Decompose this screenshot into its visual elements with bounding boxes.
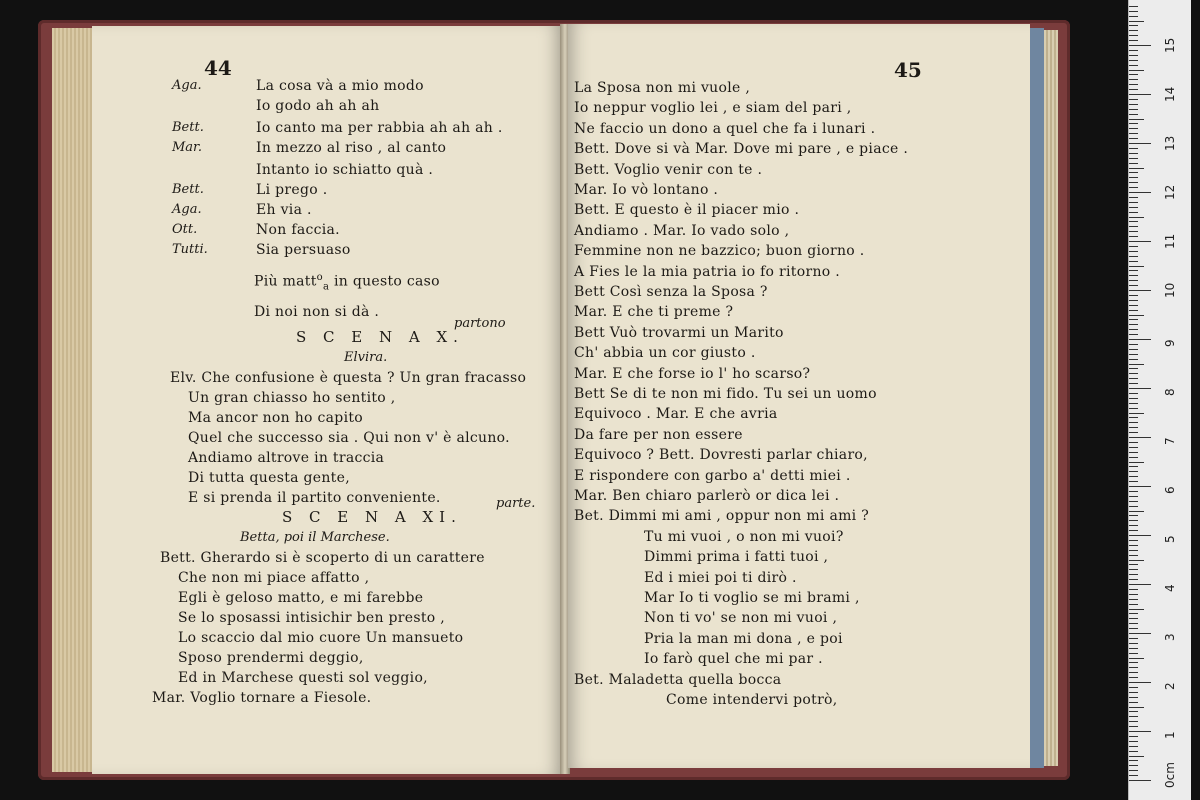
verse-line: Elv. Che confusione è questa ? Un gran fracasso	[170, 370, 527, 386]
ruler-tick	[1129, 511, 1144, 512]
ruler-tick	[1129, 324, 1138, 325]
ruler-tick	[1129, 594, 1138, 595]
ruler-tick	[1129, 417, 1138, 418]
ruler-tick	[1129, 403, 1138, 404]
speaker-label: Ott.	[172, 222, 198, 237]
ruler-tick	[1129, 319, 1138, 320]
ruler-tick	[1129, 168, 1144, 169]
ruler-tick	[1129, 682, 1151, 683]
scene-heading: S C E N A X.	[296, 328, 464, 346]
ruler-tick	[1129, 746, 1138, 747]
verse-line: Mar. E che forse io l' ho scarso?	[574, 365, 811, 382]
speaker-label: Tutti.	[172, 242, 208, 257]
verse-line: Equivoco ? Bett. Dovresti parlar chiaro,	[574, 447, 868, 464]
verse-line: Di tutta questa gente,	[188, 470, 350, 486]
verse-line: Non faccia.	[256, 222, 340, 238]
ruler-tick	[1129, 207, 1138, 208]
ruler-tick	[1129, 422, 1138, 423]
ruler-tick	[1129, 471, 1138, 472]
ruler-tick	[1129, 427, 1138, 428]
ruler-tick	[1129, 25, 1138, 26]
verse-line: Tu mi vuoi , o non mi vuoi?	[644, 528, 844, 545]
verse-line: Pria la man mi dona , e poi	[644, 630, 843, 647]
ruler-tick	[1129, 192, 1151, 193]
ruler-tick	[1129, 133, 1138, 134]
verse-line: La Sposa non mi vuole ,	[574, 80, 751, 96]
ruler-tick	[1129, 79, 1138, 80]
ruler-tick	[1129, 702, 1138, 703]
ruler-tick	[1129, 599, 1138, 600]
verse-line: Come intendervi potrò,	[666, 692, 838, 708]
ruler-tick	[1129, 535, 1151, 536]
ruler-tick	[1129, 99, 1138, 100]
measuring-ruler	[1128, 0, 1191, 800]
ruler-tick	[1129, 275, 1138, 276]
ruler-label: 2	[1163, 682, 1177, 690]
ruler-tick	[1129, 530, 1138, 531]
ruler-tick	[1129, 172, 1138, 173]
ruler-tick	[1129, 378, 1138, 379]
ruler-tick	[1129, 756, 1144, 757]
ruler-tick	[1129, 447, 1138, 448]
verse-line: Di noi non si dà .	[254, 304, 380, 320]
ruler-tick	[1129, 109, 1138, 110]
ruler-tick	[1129, 515, 1138, 516]
verse-line: Sia persuaso	[256, 242, 351, 258]
verse-line: Ed in Marchese questi sol veggio,	[178, 670, 428, 686]
ruler-tick	[1129, 442, 1138, 443]
ruler-tick	[1129, 119, 1144, 120]
ruler-tick	[1129, 609, 1144, 610]
ruler-tick	[1129, 35, 1138, 36]
ruler-tick	[1129, 251, 1138, 252]
ruler-tick	[1129, 368, 1138, 369]
ruler-tick	[1129, 359, 1138, 360]
ruler-tick	[1129, 564, 1138, 565]
ruler-tick	[1129, 123, 1138, 124]
ruler-label: 15	[1163, 37, 1177, 53]
ruler-tick	[1129, 270, 1138, 271]
ruler-tick	[1129, 104, 1138, 105]
ruler-tick	[1129, 50, 1138, 51]
ruler-tick	[1129, 30, 1138, 31]
ruler-tick	[1129, 280, 1138, 281]
ruler-tick	[1129, 241, 1151, 242]
ruler-tick	[1129, 70, 1144, 71]
ruler-tick	[1129, 373, 1138, 374]
verse-line: Equivoco . Mar. E che avria	[574, 406, 778, 423]
ruler-tick	[1129, 486, 1151, 487]
verse-line: Ne faccio un dono a quel che fa i lunari .	[574, 120, 876, 137]
ruler-tick	[1129, 462, 1144, 463]
ruler-tick	[1129, 550, 1138, 551]
stage-direction: partono	[454, 316, 506, 331]
ruler-tick	[1129, 731, 1151, 732]
ruler-tick	[1129, 364, 1144, 365]
ruler-tick	[1129, 221, 1138, 222]
ruler-tick	[1129, 618, 1138, 619]
verse-line: Sposo prendermi deggio,	[178, 650, 364, 666]
endpaper-strip	[1030, 28, 1044, 768]
ruler-tick	[1129, 775, 1138, 776]
speaker-label: Bett.	[172, 182, 204, 197]
verse-line: Li prego .	[256, 182, 328, 198]
ruler-tick	[1129, 89, 1138, 90]
verse-line: Che non mi piace affatto ,	[178, 570, 370, 586]
ruler-tick	[1129, 751, 1138, 752]
page-number-left: 44	[204, 56, 232, 80]
ruler-label: 7	[1163, 437, 1177, 445]
speaker-label: Mar.	[172, 140, 202, 155]
ruler-tick	[1129, 305, 1138, 306]
verse-line: Da fare per non essere	[574, 426, 743, 443]
verse-line: Mar. Voglio tornare a Fiesole.	[152, 690, 372, 706]
speaker-label: Aga.	[172, 78, 202, 93]
ruler-tick	[1129, 667, 1138, 668]
verse-line: Bett. Voglio venir con te .	[574, 161, 763, 178]
verse-line: Un gran chiasso ho sentito ,	[188, 390, 396, 406]
ruler-tick	[1129, 501, 1138, 502]
ruler-label: 8	[1163, 388, 1177, 396]
verse-line: La cosa và a mio modo	[256, 78, 424, 94]
ruler-tick	[1129, 339, 1151, 340]
verse-line: Mar. Ben chiaro parlerò or dica lei .	[574, 488, 840, 504]
ruler-tick	[1129, 94, 1151, 95]
verse-line: Bett Vuò trovarmi un Marito	[574, 324, 784, 341]
verse-line: Più matt$^o_a$ in questo caso	[254, 272, 440, 293]
verse-line: Ma ancor non ho capito	[188, 410, 363, 426]
ruler-tick	[1129, 285, 1138, 286]
ruler-tick	[1129, 246, 1138, 247]
ruler-tick	[1129, 354, 1138, 355]
page-edges-right	[1044, 30, 1058, 766]
ruler-tick	[1129, 344, 1138, 345]
ruler-tick	[1129, 491, 1138, 492]
ruler-tick	[1129, 349, 1138, 350]
verse-line: Mar Io ti voglio se mi brami ,	[644, 590, 860, 606]
verse-line: Bett. Dove si và Mar. Dove mi pare , e piace .	[574, 141, 909, 158]
ruler-tick	[1129, 643, 1138, 644]
verse-line: Intanto io schiatto quà .	[256, 162, 434, 178]
ruler-label: 5	[1163, 535, 1177, 543]
ruler-tick	[1129, 506, 1138, 507]
ruler-tick	[1129, 452, 1138, 453]
ruler-tick	[1129, 741, 1138, 742]
ruler-tick	[1129, 476, 1138, 477]
verse-line: Io farò quel che mi par .	[644, 651, 823, 668]
verse-line: Bett. E questo è il piacer mio .	[574, 202, 800, 219]
ruler-tick	[1129, 780, 1151, 781]
verse-line: Bet. Dimmi mi ami , oppur non mi ami ?	[574, 508, 870, 525]
ruler-tick	[1129, 408, 1138, 409]
ruler-tick	[1129, 716, 1138, 717]
ruler-tick	[1129, 545, 1138, 546]
ruler-tick	[1129, 765, 1138, 766]
ruler-label: 1	[1163, 731, 1177, 739]
ruler-label: 13	[1163, 135, 1177, 151]
ruler-tick	[1129, 707, 1144, 708]
ruler-tick	[1129, 334, 1138, 335]
ruler-tick	[1129, 677, 1138, 678]
ruler-tick	[1129, 525, 1138, 526]
ruler-tick	[1129, 266, 1144, 267]
verse-line: Ch' abbia un cor giusto .	[574, 345, 756, 362]
ruler-tick	[1129, 496, 1138, 497]
stage-direction: parte.	[496, 496, 536, 511]
ruler-tick	[1129, 60, 1138, 61]
scene-characters: Elvira.	[344, 350, 388, 365]
ruler-tick	[1129, 726, 1138, 727]
ruler-tick	[1129, 128, 1138, 129]
ruler-tick	[1129, 437, 1151, 438]
ruler-tick	[1129, 187, 1138, 188]
ruler-tick	[1129, 197, 1138, 198]
ruler-tick	[1129, 11, 1138, 12]
ruler-label: 3	[1163, 633, 1177, 641]
ruler-tick	[1129, 65, 1138, 66]
verse-line: E rispondere con garbo a' detti miei .	[574, 467, 851, 484]
ruler-tick	[1129, 212, 1138, 213]
ruler-tick	[1129, 589, 1138, 590]
ruler-tick	[1129, 16, 1138, 17]
verse-line: Bett. Gherardo si è scoperto di un carattere	[160, 550, 485, 566]
ruler-label: 0cm	[1163, 762, 1177, 788]
ruler-tick	[1129, 138, 1138, 139]
ruler-tick	[1129, 662, 1138, 663]
ruler-tick	[1129, 261, 1138, 262]
verse-line: Eh via .	[256, 202, 312, 218]
speaker-label: Bett.	[172, 120, 204, 135]
ruler-tick	[1129, 226, 1138, 227]
ruler-tick	[1129, 329, 1138, 330]
scene-characters: Betta, poi il Marchese.	[240, 530, 390, 545]
verse-line: Quel che successo sia . Qui non v' è alcuno.	[188, 430, 510, 446]
ruler-tick	[1129, 623, 1138, 624]
ruler-tick	[1129, 658, 1144, 659]
ruler-tick	[1129, 295, 1138, 296]
ruler-tick	[1129, 55, 1138, 56]
ruler-label: 6	[1163, 486, 1177, 494]
ruler-tick	[1129, 466, 1138, 467]
ruler-label: 14	[1163, 86, 1177, 102]
ruler-label: 4	[1163, 584, 1177, 592]
ruler-tick	[1129, 432, 1138, 433]
ruler-tick	[1129, 721, 1138, 722]
verse-line: Andiamo altrove in traccia	[188, 450, 385, 466]
ruler-label: 9	[1163, 339, 1177, 347]
ruler-tick	[1129, 300, 1138, 301]
ruler-tick	[1129, 584, 1151, 585]
verse-line: Bett Se di te non mi fido. Tu sei un uomo	[574, 386, 877, 402]
ruler-tick	[1129, 560, 1144, 561]
ruler-tick	[1129, 648, 1138, 649]
verse-line: In mezzo al riso , al canto	[256, 140, 447, 156]
ruler-tick	[1129, 45, 1151, 46]
left-page	[92, 26, 562, 774]
verse-line: Bett Così senza la Sposa ?	[574, 284, 768, 300]
ruler-tick	[1129, 148, 1138, 149]
verse-line: Io godo ah ah ah	[256, 98, 380, 114]
ruler-tick	[1129, 158, 1138, 159]
verse-line: Lo scaccio dal mio cuore Un mansueto	[178, 630, 464, 646]
ruler-tick	[1129, 457, 1138, 458]
page-edges-left	[52, 28, 96, 772]
ruler-tick	[1129, 569, 1138, 570]
ruler-tick	[1129, 520, 1138, 521]
verse-line: Andiamo . Mar. Io vado solo ,	[574, 222, 790, 239]
scene-heading: S C E N A XI.	[282, 508, 462, 526]
ruler-tick	[1129, 579, 1138, 580]
ruler-tick	[1129, 40, 1138, 41]
ruler-tick	[1129, 74, 1138, 75]
page-number-right: 45	[894, 58, 922, 82]
ruler-tick	[1129, 256, 1138, 257]
verse-line: Mar. Io vò lontano .	[574, 182, 719, 198]
verse-line: Se lo sposassi intisichir ben presto ,	[178, 610, 446, 626]
ruler-tick	[1129, 692, 1138, 693]
ruler-tick	[1129, 182, 1138, 183]
ruler-tick	[1129, 628, 1138, 629]
verse-line: Io neppur voglio lei , e siam del pari ,	[574, 100, 852, 117]
right-page	[568, 24, 1030, 768]
ruler-tick	[1129, 114, 1138, 115]
ruler-label: 12	[1163, 184, 1177, 200]
ruler-tick	[1129, 231, 1138, 232]
ruler-tick	[1129, 481, 1138, 482]
verse-line: Mar. E che ti preme ?	[574, 304, 734, 321]
ruler-tick	[1129, 310, 1138, 311]
ruler-tick	[1129, 153, 1138, 154]
ruler-tick	[1129, 555, 1138, 556]
ruler-tick	[1129, 613, 1138, 614]
verse-line: Femmine non ne bazzico; buon giorno .	[574, 243, 865, 260]
ruler-tick	[1129, 736, 1138, 737]
ruler-tick	[1129, 202, 1138, 203]
speaker-label: Aga.	[172, 202, 202, 217]
verse-line: Bet. Maladetta quella bocca	[574, 671, 782, 688]
ruler-tick	[1129, 177, 1138, 178]
ruler-tick	[1129, 84, 1138, 85]
verse-line: A Fies le la mia patria io fo ritorno .	[574, 263, 840, 280]
ruler-tick	[1129, 574, 1138, 575]
ruler-tick	[1129, 388, 1151, 389]
ruler-tick	[1129, 687, 1138, 688]
ruler-tick	[1129, 604, 1138, 605]
ruler-tick	[1129, 217, 1144, 218]
ruler-tick	[1129, 672, 1138, 673]
ruler-tick	[1129, 290, 1151, 291]
ruler-tick	[1129, 163, 1138, 164]
ruler-label: 10	[1163, 282, 1177, 298]
ruler-tick	[1129, 633, 1151, 634]
ruler-tick	[1129, 413, 1144, 414]
ruler-tick	[1129, 383, 1138, 384]
ruler-tick	[1129, 653, 1138, 654]
verse-line: E si prenda il partito conveniente.	[188, 490, 441, 506]
ruler-tick	[1129, 6, 1138, 7]
ruler-label: 11	[1163, 233, 1177, 249]
verse-line: Ed i miei poi ti dirò .	[644, 569, 797, 586]
verse-line: Non ti vo' se non mi vuoi ,	[644, 610, 838, 627]
ruler-tick	[1129, 760, 1138, 761]
ruler-tick	[1129, 315, 1144, 316]
ruler-tick	[1129, 770, 1138, 771]
verse-line: Egli è geloso matto, e mi farebbe	[178, 590, 424, 606]
ruler-tick	[1129, 398, 1138, 399]
ruler-tick	[1129, 143, 1151, 144]
ruler-tick	[1129, 393, 1138, 394]
ruler-tick	[1129, 697, 1138, 698]
ruler-tick	[1129, 21, 1144, 22]
verse-line: Io canto ma per rabbia ah ah ah .	[256, 120, 503, 136]
ruler-tick	[1129, 711, 1138, 712]
ruler-tick	[1129, 236, 1138, 237]
ruler-tick	[1129, 638, 1138, 639]
ruler-tick	[1129, 540, 1138, 541]
verse-line: Dimmi prima i fatti tuoi ,	[644, 549, 829, 566]
